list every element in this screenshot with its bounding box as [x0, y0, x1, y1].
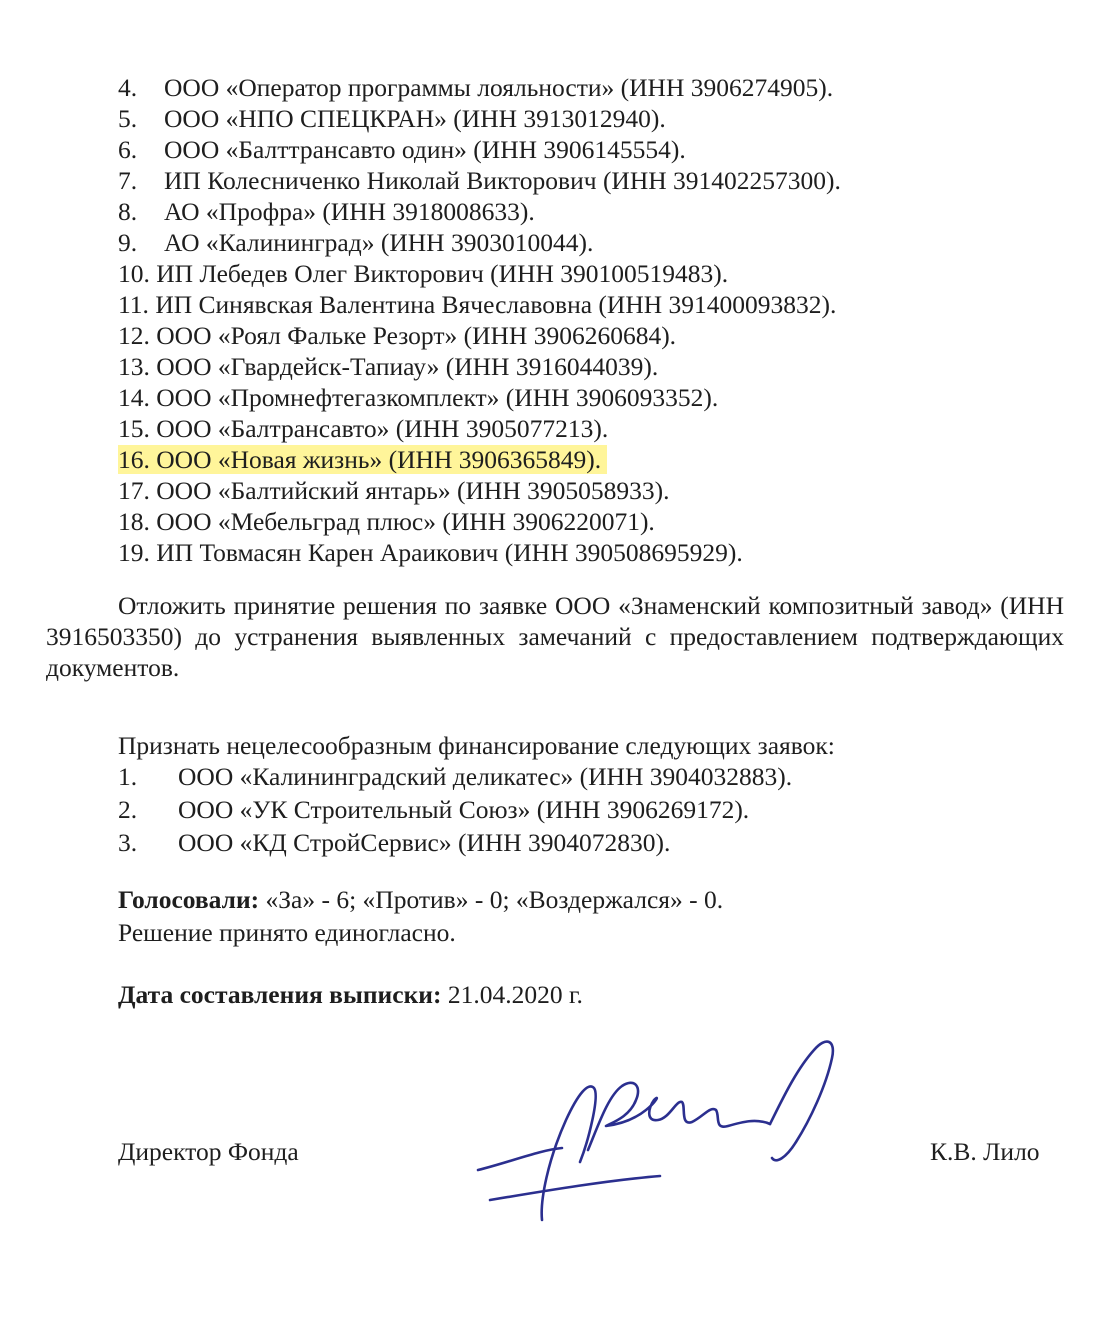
- item-text: ООО «Промнефтегазкомплект» (ИНН 3906093352).: [156, 383, 719, 412]
- list-item: [118, 761, 792, 794]
- rejected-applications-list: [118, 761, 792, 860]
- list-item: [118, 794, 792, 827]
- item-text: АО «Профра» (ИНН 3918008633).: [164, 197, 535, 226]
- date-label: Дата составления выписки:: [118, 980, 442, 1009]
- signatory-name: К.В. Лило: [930, 1137, 1040, 1166]
- postpone-paragraph: [46, 590, 1064, 683]
- item-text: ИП Колесниченко Николай Викторович (ИНН 391402257300).: [164, 166, 841, 195]
- list-item: [118, 475, 841, 506]
- list-item: [118, 320, 841, 351]
- item-number: 13.: [118, 352, 150, 381]
- item-number: 1.: [118, 762, 138, 791]
- item-text: ИП Лебедев Олег Викторович (ИНН 390100519483).: [156, 259, 729, 288]
- item-number: 7.: [118, 166, 138, 195]
- signature-stroke: [542, 1086, 596, 1220]
- item-number: 2.: [118, 795, 138, 824]
- item-number: 8.: [118, 197, 138, 226]
- item-text: ООО «Роял Фальке Резорт» (ИНН 3906260684).: [156, 321, 677, 350]
- list-item-highlighted: [118, 444, 841, 475]
- item-number: 14.: [118, 383, 150, 412]
- signature-stroke: [770, 1042, 833, 1161]
- list-item: [118, 537, 841, 568]
- item-text: ООО «УК Строительный Союз» (ИНН 3906269172).: [178, 795, 750, 824]
- list-item: [118, 289, 841, 320]
- list-item: [118, 165, 841, 196]
- highlight-marker: [118, 445, 607, 474]
- item-number: 10.: [118, 259, 150, 288]
- item-text: АО «Калининград» (ИНН 3903010044).: [164, 228, 594, 257]
- decision-line: Решение принято единогласно.: [118, 918, 456, 947]
- item-number: 9.: [118, 228, 138, 257]
- date-value: 21.04.2020 г.: [447, 980, 583, 1009]
- item-number: 17.: [118, 476, 150, 505]
- item-number: 6.: [118, 135, 138, 164]
- handwritten-signature: [470, 1030, 850, 1230]
- item-number: 18.: [118, 507, 150, 536]
- item-text: ООО «НПО СПЕЦКРАН» (ИНН 3913012940).: [164, 104, 666, 133]
- signature-stroke: [490, 1176, 660, 1200]
- item-text: ООО «Калининградский деликатес» (ИНН 3904032883).: [178, 762, 793, 791]
- item-text: ИП Товмасян Карен Араикович (ИНН 390508695929).: [156, 538, 743, 567]
- list-item: [118, 72, 841, 103]
- item-text: ООО «Мебельград плюс» (ИНН 3906220071).: [156, 507, 655, 536]
- item-text: ООО «Оператор программы лояльности» (ИНН 3906274905).: [164, 73, 834, 102]
- vote-label: Голосовали:: [118, 885, 260, 914]
- list-item: [118, 827, 792, 860]
- item-number: 16.: [118, 445, 150, 474]
- date-line: [118, 979, 583, 1010]
- list-item: [118, 103, 841, 134]
- list-item: [118, 351, 841, 382]
- item-number: 11.: [118, 290, 149, 319]
- item-number: 5.: [118, 104, 138, 133]
- list-item: [118, 227, 841, 258]
- signature-stroke: [588, 1083, 770, 1150]
- signatory-position: Директор Фонда: [118, 1137, 299, 1166]
- item-number: 4.: [118, 73, 138, 102]
- item-number: 3.: [118, 828, 138, 857]
- item-text: ООО «Гвардейск-Тапиау» (ИНН 3916044039).: [156, 352, 659, 381]
- item-text: ООО «Новая жизнь» (ИНН 3906365849).: [156, 445, 602, 474]
- list-item: [118, 258, 841, 289]
- postpone-text: Отложить принятие решения по заявке ООО «Знаменский композитный завод» (ИНН 3916503350) до устранения выявленных замечаний с предоставлением подтверждающих документов.: [46, 591, 1064, 682]
- item-number: 12.: [118, 321, 150, 350]
- list-item: [118, 506, 841, 537]
- approved-applications-list: [118, 72, 841, 568]
- item-text: ООО «КД СтройСервис» (ИНН 3904072830).: [178, 828, 671, 857]
- item-number: 19.: [118, 538, 150, 567]
- item-text: ООО «Балтрансавто» (ИНН 3905077213).: [156, 414, 609, 443]
- list-item: [118, 413, 841, 444]
- rejected-intro: Признать нецелесообразным финансирование следующих заявок:: [118, 731, 835, 760]
- item-text: ООО «Балттрансавто один» (ИНН 3906145554).: [164, 135, 686, 164]
- item-text: ООО «Балтийский янтарь» (ИНН 3905058933).: [156, 476, 670, 505]
- vote-result: «За» - 6; «Против» - 0; «Воздержался» - 0.: [265, 885, 724, 914]
- vote-line: [118, 884, 723, 915]
- list-item: [118, 382, 841, 413]
- item-number: 15.: [118, 414, 150, 443]
- list-item: [118, 196, 841, 227]
- list-item: [118, 134, 841, 165]
- item-text: ИП Синявская Валентина Вячеславовна (ИНН 391400093832).: [155, 290, 837, 319]
